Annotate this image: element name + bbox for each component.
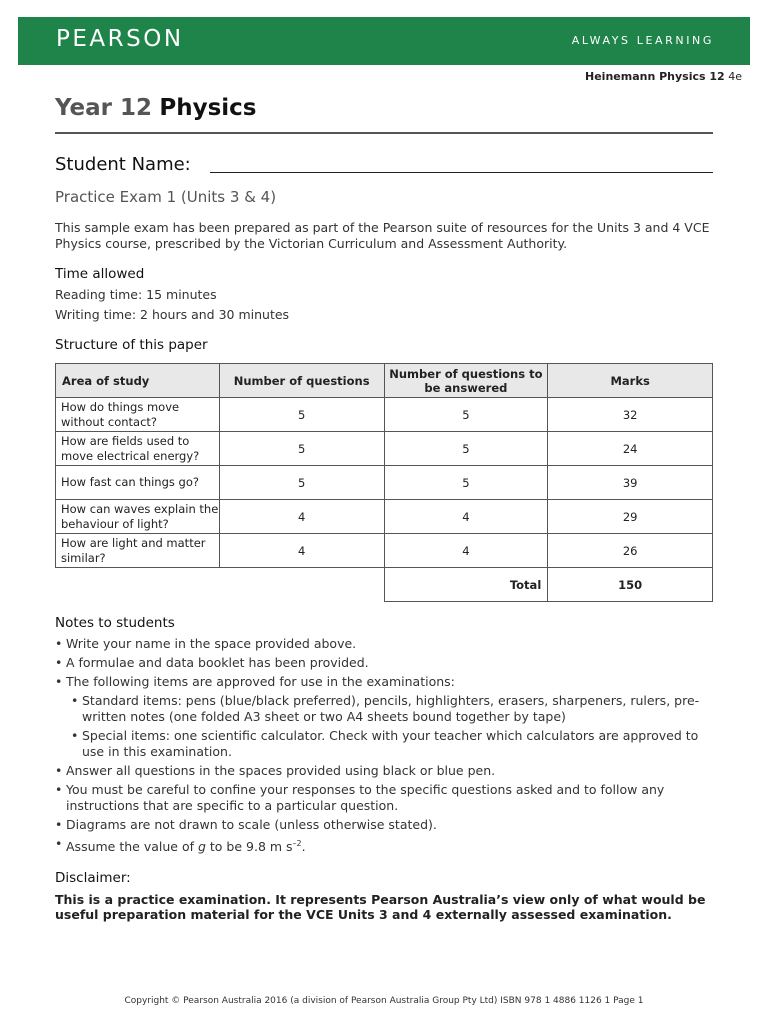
list-item: • Write your name in the space provided above.	[55, 636, 715, 651]
total-label: Total	[384, 568, 548, 602]
table-row	[56, 534, 713, 568]
student-name-label: Student Name:	[55, 154, 191, 175]
book-title	[585, 70, 742, 83]
list-item: • Answer all questions in the spaces provided using black or blue pen.	[55, 763, 715, 778]
list-item: • A formulae and data booklet has been provided.	[55, 655, 715, 670]
book-edition: 4e	[728, 70, 742, 83]
notes-heading: Notes to students	[55, 615, 175, 631]
marks-cell: 29	[548, 500, 713, 534]
list-item: • Diagrams are not drawn to scale (unless otherwise stated).	[55, 817, 715, 832]
disclaimer-heading: Disclaimer:	[55, 870, 131, 886]
table-header-row	[56, 364, 713, 398]
col-header: Marks	[548, 364, 713, 398]
col-header: Number of questions to be answered	[384, 364, 548, 398]
marks-cell: 32	[548, 398, 713, 432]
student-name-line	[210, 172, 713, 173]
questions-cell: 5	[219, 466, 384, 500]
answered-cell: 4	[384, 534, 548, 568]
total-row	[56, 568, 713, 602]
table-row	[56, 500, 713, 534]
table-row	[56, 466, 713, 500]
intro-paragraph: This sample exam has been prepared as part of the Pearson suite of resources for the Units 3 and 4 VCE Physics course, prescribed by the Victorian Curriculum and Assessment Authority.	[55, 220, 710, 251]
book-name: Heinemann Physics 12	[585, 70, 725, 83]
structure-heading: Structure of this paper	[55, 337, 208, 353]
area-cell: How do things move without contact?	[56, 398, 220, 432]
col-header: Area of study	[56, 364, 220, 398]
answered-cell: 5	[384, 432, 548, 466]
table-row	[56, 398, 713, 432]
title-divider	[55, 132, 713, 134]
col-header: Number of questions	[219, 364, 384, 398]
area-cell: How fast can things go?	[56, 466, 220, 500]
reading-time: Reading time: 15 minutes	[55, 287, 217, 302]
marks-cell: 24	[548, 432, 713, 466]
header-banner	[18, 17, 750, 65]
page-title	[55, 95, 256, 121]
notes-list	[55, 636, 715, 858]
marks-cell: 26	[548, 534, 713, 568]
questions-cell: 4	[219, 534, 384, 568]
pearson-logo: PEARSON	[56, 26, 184, 52]
time-heading: Time allowed	[55, 266, 145, 282]
area-cell: How are fields used to move electrical energy?	[56, 432, 220, 466]
title-year: Year 12	[55, 95, 153, 121]
list-item-gravity: • Assume the value of g to be 9.8 m $s^{-2}$.	[55, 836, 715, 854]
tagline: ALWAYS LEARNING	[571, 34, 714, 47]
structure-table	[55, 363, 713, 602]
questions-cell: 4	[219, 500, 384, 534]
list-item: • Standard items: pens (blue/black preferred), pencils, highlighters, erasers, sharpeners, rulers, pre-written notes (one folded A3 sheet or two A4 sheets bound together by tape)	[71, 693, 715, 724]
list-item: • You must be careful to confine your responses to the specific questions asked and to follow any instructions that are specific to a particular question.	[55, 782, 715, 813]
list-item: • The following items are approved for use in the examinations:	[55, 674, 715, 689]
exam-subtitle: Practice Exam 1 (Units 3 & 4)	[55, 188, 277, 206]
answered-cell: 5	[384, 466, 548, 500]
disclaimer-body: This is a practice examination. It represents Pearson Australia’s view only of what would be useful preparation material for the VCE Units 3 and 4 externally assessed examination.	[55, 892, 706, 922]
total-value: 150	[548, 568, 713, 602]
area-cell: How are light and matter similar?	[56, 534, 220, 568]
answered-cell: 5	[384, 398, 548, 432]
questions-cell: 5	[219, 432, 384, 466]
page-footer: Copyright © Pearson Australia 2016 (a division of Pearson Australia Group Pty Ltd) ISBN 978 1 4886 1126 1 Page 1	[124, 996, 644, 1006]
questions-cell: 5	[219, 398, 384, 432]
table-row	[56, 432, 713, 466]
list-item: • Special items: one scientific calculator. Check with your teacher which calculators are approved to use in this examination.	[71, 728, 715, 759]
title-subject: Physics	[159, 95, 257, 121]
answered-cell: 4	[384, 500, 548, 534]
area-cell: How can waves explain the behaviour of light?	[56, 500, 220, 534]
writing-time: Writing time: 2 hours and 30 minutes	[55, 307, 290, 322]
marks-cell: 39	[548, 466, 713, 500]
